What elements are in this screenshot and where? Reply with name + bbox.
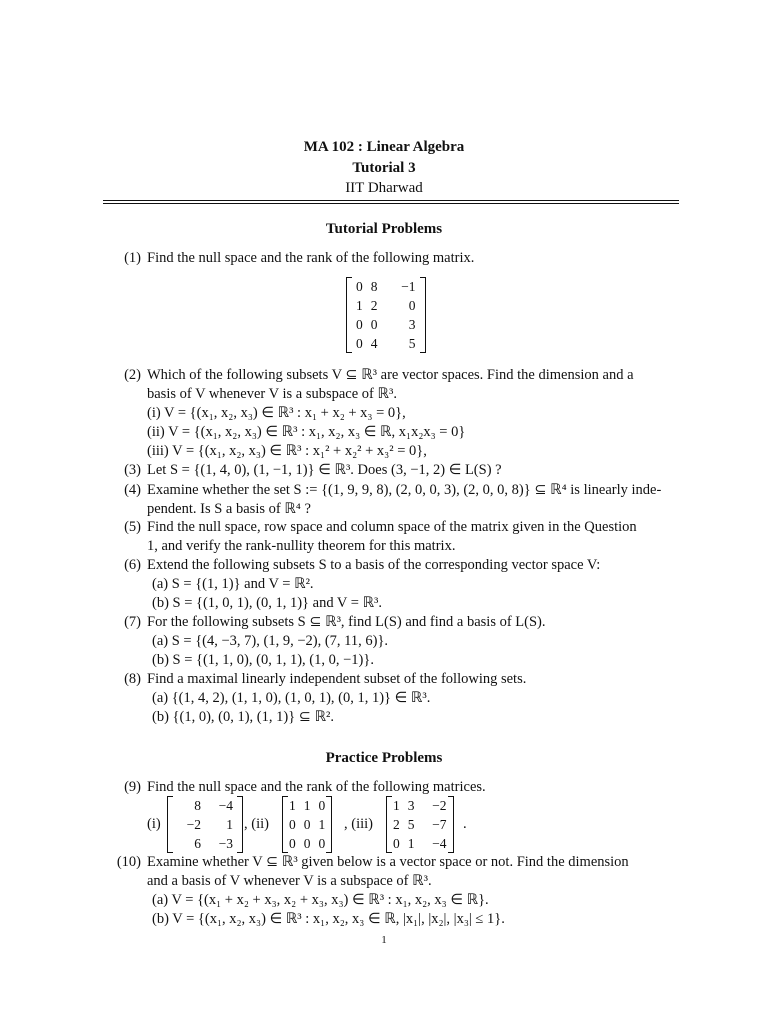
problem-number: (3) <box>124 462 141 478</box>
course-title: MA 102 : Linear Algebra <box>303 139 465 155</box>
matrix-cell: −2 <box>186 817 201 832</box>
matrix-cell: 0 <box>303 836 311 851</box>
problem-number: (9) <box>124 779 141 795</box>
subpart-b: (b) V = {(x₁, x₂, x₃) ∈ ℝ³ : x₁, x₂, x₃ ∈ ℝ, |x₁|, |x₂|, |x₃| ≤ 1}. <box>152 911 505 927</box>
problem-text: Examine whether V ⊆ ℝ³ given below is a vector space or not. Find the dimension <box>147 854 629 870</box>
matrix-cell: 1 <box>318 817 326 832</box>
matrix-bracket-left <box>346 277 352 353</box>
problem-text: pendent. Is S a basis of ℝ⁴ ? <box>147 501 311 517</box>
matrix-bracket-left <box>282 796 288 853</box>
problem-text: Find a maximal linearly independent subset of the following sets. <box>147 671 527 687</box>
matrix-cell: −4 <box>218 798 233 813</box>
matrix-cell: 0 <box>356 317 363 332</box>
matrix-bracket-right <box>237 796 243 853</box>
matrix-label-iii: , (iii) <box>344 816 373 832</box>
problem-number: (8) <box>124 671 141 687</box>
subpart-b: (b) S = {(1, 0, 1), (0, 1, 1)} and V = ℝ³. <box>152 595 383 611</box>
matrix-cell: 8 <box>370 279 378 294</box>
problem-text: Find the null space and the rank of the following matrix. <box>147 250 475 266</box>
subpart-iii: (iii) V = {(x₁, x₂, x₃) ∈ ℝ³ : x₁² + x₂² + x₃² = 0}, <box>147 443 427 459</box>
matrix-cell: 0 <box>408 298 416 313</box>
subpart-a: (a) S = {(4, −3, 7), (1, 9, −2), (7, 11, 6)}. <box>152 633 389 649</box>
matrix-bracket-right <box>326 796 332 853</box>
matrix-q9-i <box>167 796 243 853</box>
matrix-cell: 2 <box>370 298 378 313</box>
matrix-cell: 5 <box>408 336 416 351</box>
matrix-cell: 1 <box>289 798 296 813</box>
problem-text: basis of V whenever V is a subspace of ℝ³. <box>147 386 397 402</box>
matrix-cell: −2 <box>432 798 447 813</box>
matrix-cell: 2 <box>393 817 400 832</box>
matrix-cell: 0 <box>356 279 363 294</box>
matrix-cell: 1 <box>407 836 415 851</box>
matrix-cell: −4 <box>432 836 447 851</box>
matrix-cell: 3 <box>408 317 416 332</box>
matrix-cell: 0 <box>289 817 296 832</box>
matrix-cell: 1 <box>356 298 363 313</box>
matrix-label-i: (i) <box>147 816 161 832</box>
matrix-cell: 6 <box>194 836 201 851</box>
matrix-cell: 1 <box>303 798 311 813</box>
matrix-cell: 0 <box>370 317 378 332</box>
header-rule-top <box>103 200 679 201</box>
problem-number: (4) <box>124 482 141 498</box>
matrix-cell: 3 <box>407 798 415 813</box>
matrix-q9-iii <box>386 796 454 853</box>
matrix-q9-ii <box>282 796 332 853</box>
problem-text: Which of the following subsets V ⊆ ℝ³ are vector spaces. Find the dimension and a <box>147 367 634 383</box>
matrix-cell: 0 <box>318 798 326 813</box>
problem-number: (1) <box>124 250 141 266</box>
matrix-cell: 0 <box>289 836 296 851</box>
problem-text: 1, and verify the rank-nullity theorem for this matrix. <box>147 538 456 554</box>
problem-text: Examine whether the set S := {(1, 9, 9, 8), (2, 0, 0, 3), (2, 0, 0, 8)} ⊆ ℝ⁴ is linearly inde- <box>147 482 662 498</box>
matrix-cell: 0 <box>318 836 326 851</box>
subpart-a: (a) S = {(1, 1)} and V = ℝ². <box>152 576 314 592</box>
section-title-tutorial: Tutorial Problems <box>325 221 443 237</box>
matrix-bracket-right <box>448 796 454 853</box>
matrix-cell: 1 <box>393 798 400 813</box>
subpart-b: (b) {(1, 0), (0, 1), (1, 1)} ⊆ ℝ². <box>152 709 335 725</box>
header-rule-bottom <box>103 203 679 204</box>
problem-text: For the following subsets S ⊆ ℝ³, find L(S) and find a basis of L(S). <box>147 614 546 630</box>
matrix-label-ii: , (ii) <box>244 816 269 832</box>
problem-text: Find the null space and the rank of the following matrices. <box>147 779 486 795</box>
matrix-cell: 1 <box>226 817 233 832</box>
problem-number: (2) <box>124 367 141 383</box>
matrix-bracket-right <box>420 277 426 353</box>
subpart-ii: (ii) V = {(x₁, x₂, x₃) ∈ ℝ³ : x₁, x₂, x₃ ∈ ℝ, x₁x₂x₃ = 0} <box>147 424 466 440</box>
subpart-a: (a) V = {(x₁ + x₂ + x₃, x₂ + x₃, x₃) ∈ ℝ³ : x₁, x₂, x₃ ∈ ℝ}. <box>152 892 489 908</box>
problem-number: (7) <box>124 614 141 630</box>
matrix-cell: −3 <box>218 836 233 851</box>
matrix-cell: 0 <box>393 836 400 851</box>
matrix-end-period: . <box>463 816 467 832</box>
problem-text: and a basis of V whenever V is a subspace of ℝ³. <box>147 873 432 889</box>
page-number: 1 <box>381 934 387 946</box>
problem-text: Find the null space, row space and column space of the matrix given in the Question <box>147 519 637 535</box>
problem-number: (6) <box>124 557 141 573</box>
matrix-bracket-left <box>386 796 392 853</box>
matrix-cell: 0 <box>356 336 363 351</box>
matrix-bracket-left <box>167 796 173 853</box>
matrix-cell: 4 <box>370 336 378 351</box>
problem-number: (5) <box>124 519 141 535</box>
subpart-i: (i) V = {(x₁, x₂, x₃) ∈ ℝ³ : x₁ + x₂ + x₃ = 0}, <box>147 405 406 421</box>
subpart-a: (a) {(1, 4, 2), (1, 1, 0), (1, 0, 1), (0, 1, 1)} ∈ ℝ³. <box>152 690 431 706</box>
problem-text: Extend the following subsets S to a basis of the corresponding vector space V: <box>147 557 601 573</box>
matrix-cell: 0 <box>303 817 311 832</box>
problem-number: (10) <box>116 854 141 870</box>
matrix-cell: 8 <box>194 798 201 813</box>
matrix-cell: −1 <box>401 279 416 294</box>
problem-text: Let S = {(1, 4, 0), (1, −1, 1)} ∈ ℝ³. Does (3, −1, 2) ∈ L(S) ? <box>147 462 502 478</box>
section-title-practice: Practice Problems <box>325 750 443 766</box>
matrix-q1 <box>346 277 426 353</box>
matrix-cell: −7 <box>432 817 447 832</box>
tutorial-title: Tutorial 3 <box>352 160 416 176</box>
institute-name: IIT Dharwad <box>345 180 423 196</box>
matrix-cell: 5 <box>407 817 415 832</box>
subpart-b: (b) S = {(1, 1, 0), (0, 1, 1), (1, 0, −1)}. <box>152 652 374 668</box>
